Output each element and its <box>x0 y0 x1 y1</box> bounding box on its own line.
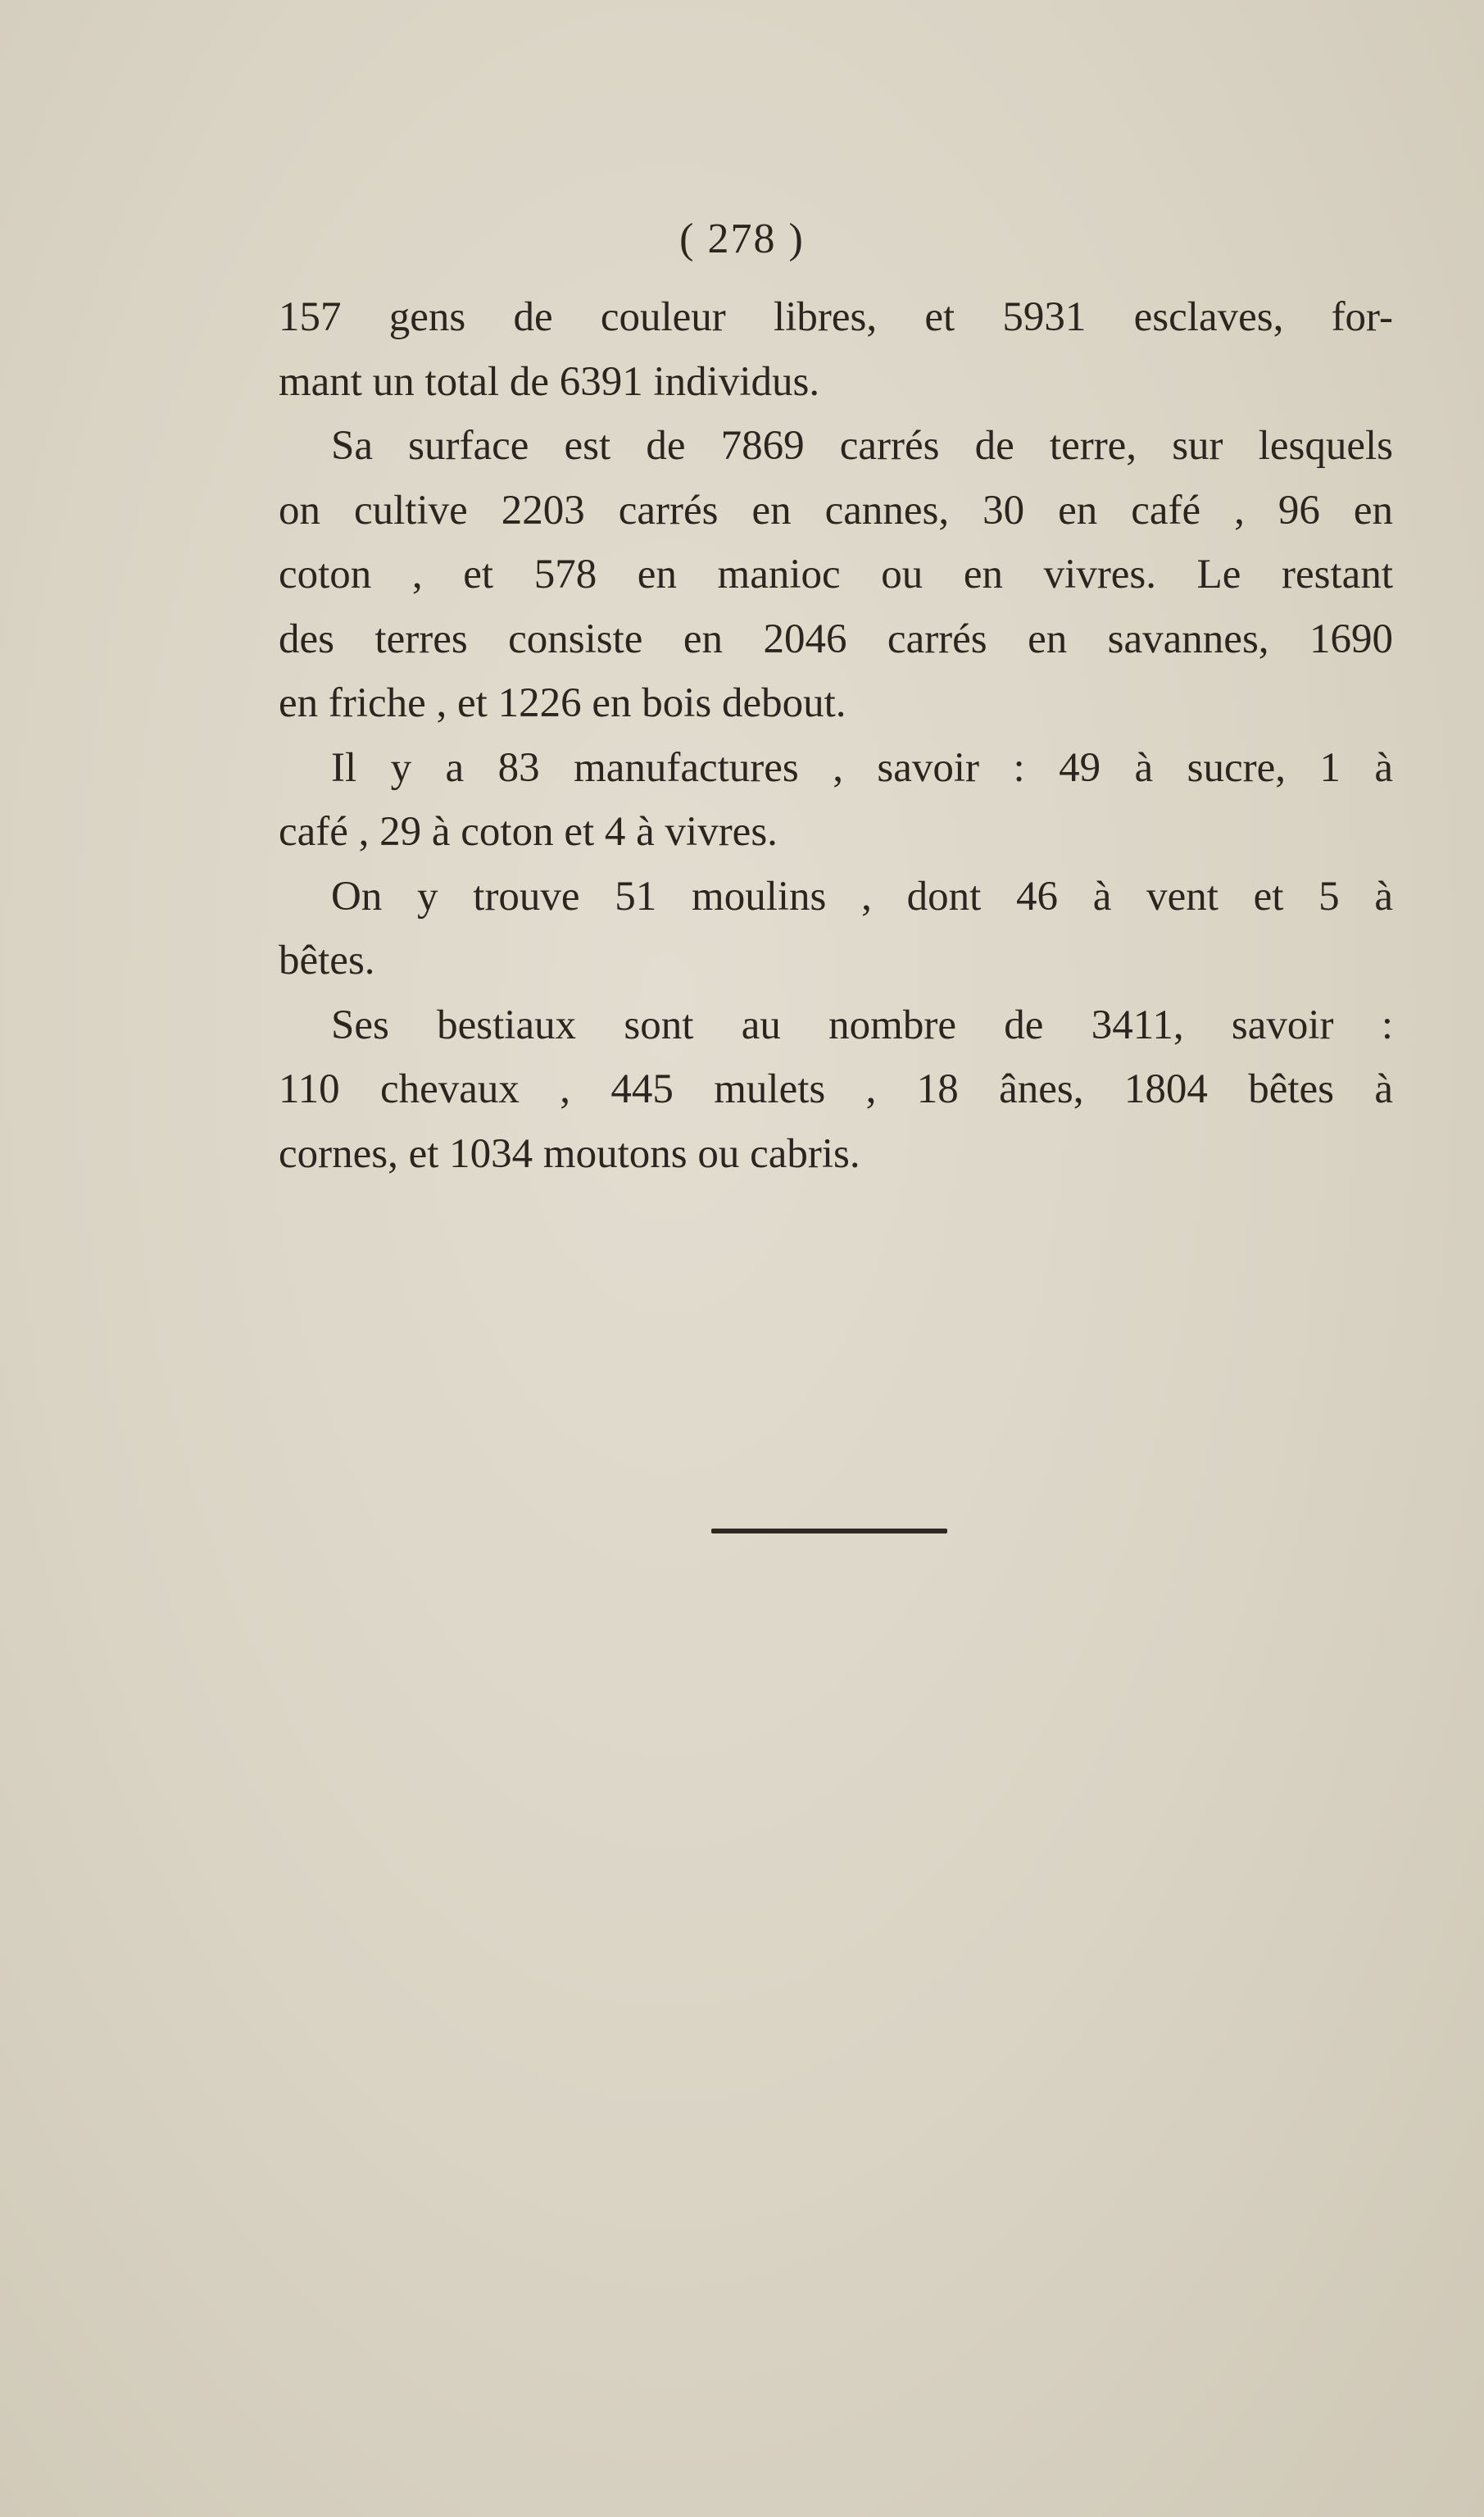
text-line: 110 chevaux , 445 mulets , 18 ânes, 1804 bêtes à <box>279 1066 1393 1112</box>
text-line: bêtes. <box>279 938 375 984</box>
text-line: Ses bestiaux sont au nombre de 3411, savoir : <box>331 1002 1393 1048</box>
text-line: café , 29 à coton et 4 à vivres. <box>279 809 778 855</box>
body-text <box>279 285 1393 1186</box>
text-line: coton , et 578 en manioc ou en vivres. Le restant <box>279 552 1393 597</box>
page-number: ( 278 ) <box>679 216 805 262</box>
text-line: cornes, et 1034 moutons ou cabris. <box>279 1130 860 1177</box>
text-line: des terres consiste en 2046 carrés en savannes, 1690 <box>279 616 1393 662</box>
text-line: 157 gens de couleur libres, et 5931 esclaves, for- <box>279 294 1393 340</box>
text-line: mant un total de 6391 individus. <box>279 358 820 405</box>
text-line: on cultive 2203 carrés en cannes, 30 en café , 96 en <box>279 487 1393 534</box>
section-divider <box>711 1529 947 1533</box>
text-line: en friche , et 1226 en bois debout. <box>279 680 846 726</box>
text-line: Sa surface est de 7869 carrés de terre, sur lesquels <box>331 423 1393 469</box>
text-line: On y trouve 51 moulins , dont 46 à vent et 5 à <box>331 873 1393 920</box>
text-line: Il y a 83 manufactures , savoir : 49 à sucre, 1 à <box>331 744 1393 791</box>
